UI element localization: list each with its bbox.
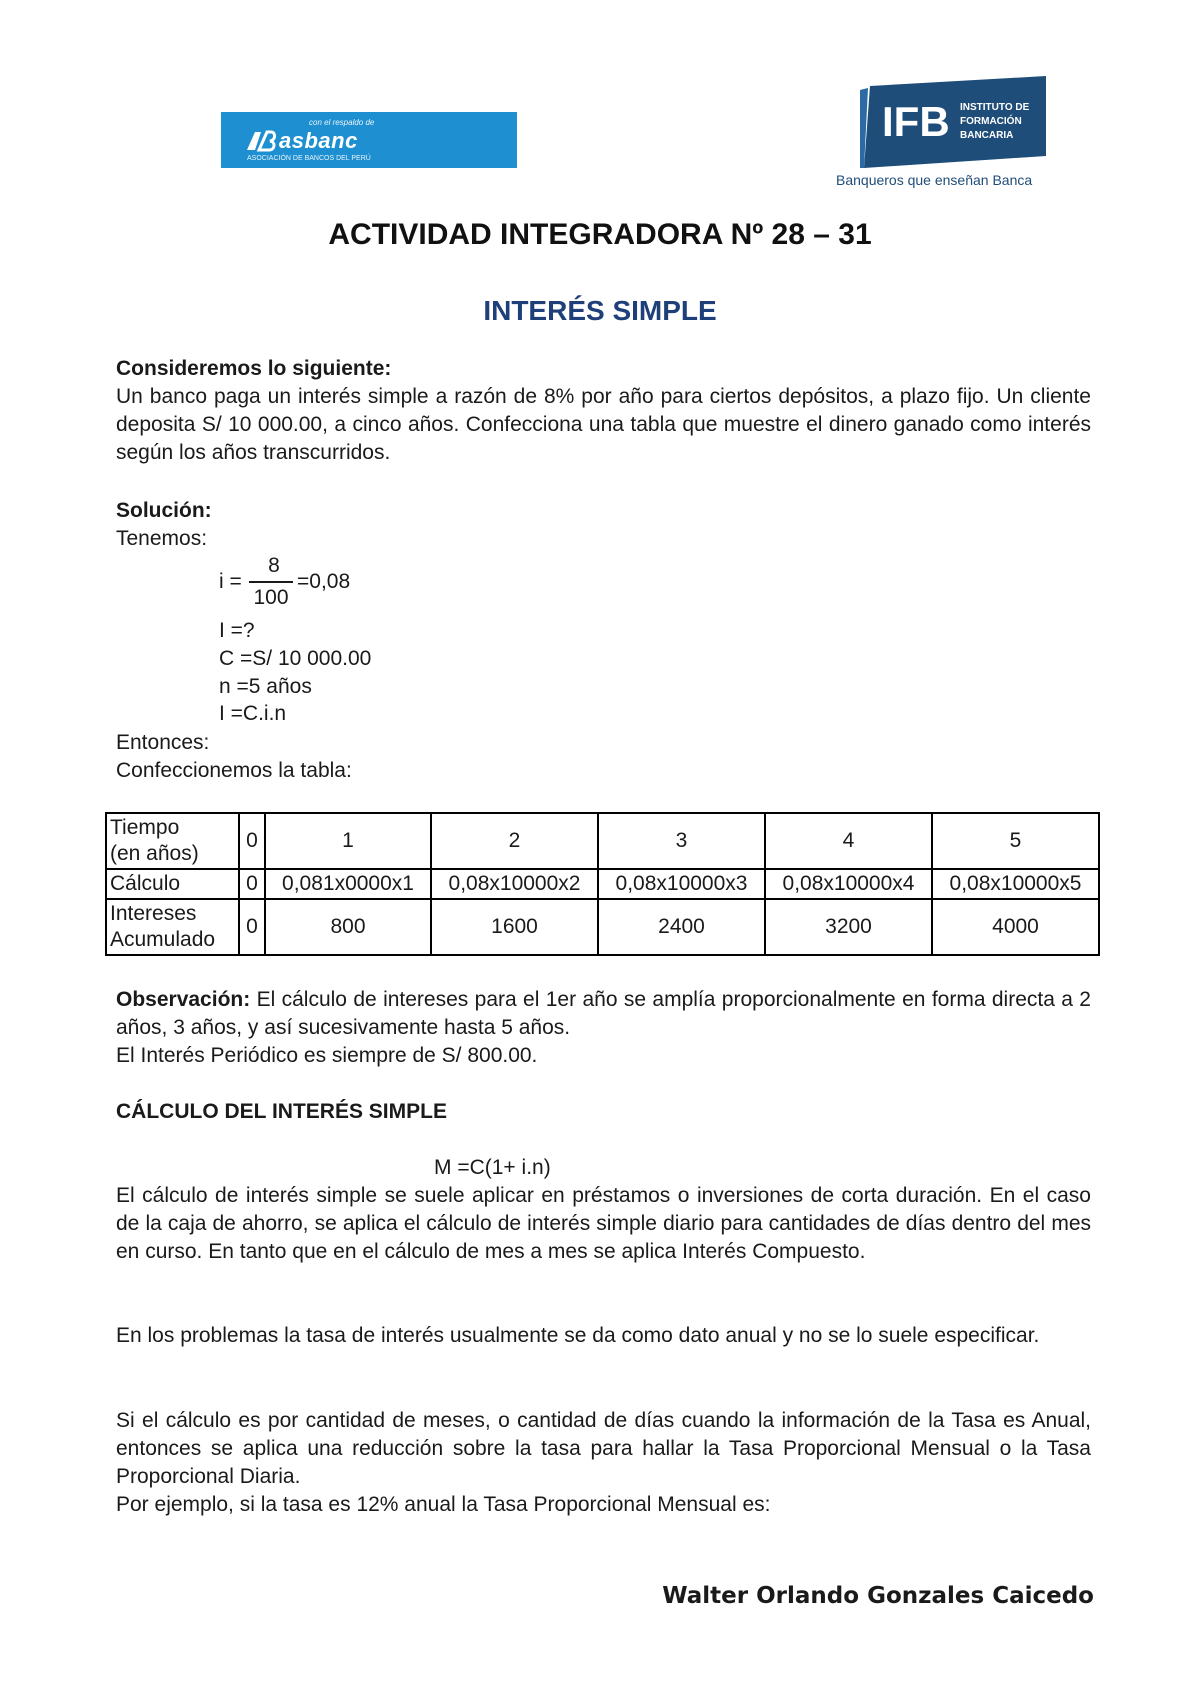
ifb-logo [860, 76, 1046, 168]
interest-line: I =? [219, 619, 255, 642]
interest-table [105, 812, 1100, 956]
capital-line: C =S/ 10 000.00 [219, 647, 372, 670]
table-cell: 0,08x10000x5 [932, 869, 1099, 899]
amount-formula: M =C(1+ i.n) [434, 1156, 551, 1179]
periods-line: n =5 años [219, 675, 312, 698]
asbanc-mark-icon [245, 128, 277, 154]
ifb-line-1: INSTITUTO DE [960, 102, 1030, 113]
calc-section-heading: CÁLCULO DEL INTERÉS SIMPLE [116, 1100, 447, 1123]
confeccionemos-label: Confeccionemos la tabla: [116, 759, 352, 782]
row-label [106, 813, 239, 869]
table-cell: 4000 [932, 899, 1099, 955]
table-cell: 0,08x10000x3 [598, 869, 765, 899]
entonces-label: Entonces: [116, 731, 210, 754]
page-subtitle: INTERÉS SIMPLE [483, 295, 717, 326]
table-cell: 0 [239, 899, 265, 955]
asbanc-subtitle: ASOCIACIÓN DE BANCOS DEL PERÚ [247, 155, 371, 162]
row-label-line: Cálculo [110, 872, 181, 895]
row-label-line: (en años) [110, 842, 199, 865]
table-cell: 0,081x0000x1 [265, 869, 431, 899]
table-cell: 2 [431, 813, 598, 869]
observation-label: Observación: [116, 988, 251, 1011]
table-row [106, 813, 1099, 869]
tenemos-label: Tenemos: [116, 527, 208, 550]
table-cell: 1 [265, 813, 431, 869]
observation-text: El cálculo de intereses para el 1er año se amplía proporcionalmente en forma directa a 2 años, 3 años, y así sucesivamente hasta 5 años. [116, 988, 1091, 1039]
row-label-line: Tiempo [110, 816, 180, 839]
table-cell: 3 [598, 813, 765, 869]
table-cell: 5 [932, 813, 1099, 869]
table-cell: 0,08x10000x2 [431, 869, 598, 899]
page-title: ACTIVIDAD INTEGRADORA Nº 28 – 31 [328, 218, 872, 251]
i-rhs: =0,08 [297, 570, 351, 593]
intro-text: Un banco paga un interés simple a razón de 8% por año para ciertos depósitos, a plazo fijo. Un cliente deposita S/ 10 000.00, a cinco años. Confecciona una tabla que muestre el dinero ganado como interés según los años transcurridos. [116, 385, 1091, 464]
ifb-line-3: BANCARIA [960, 130, 1014, 141]
calc-paragraph-2: En los problemas la tasa de interés usualmente se da como dato anual y no se lo suele especificar. [116, 1324, 1040, 1347]
row-label-line: Intereses [110, 902, 197, 925]
table-cell: 800 [265, 899, 431, 955]
intro-heading: Consideremos lo siguiente: [116, 357, 392, 380]
table-cell: 3200 [765, 899, 932, 955]
fraction-bar [249, 581, 293, 583]
solution-heading: Solución: [116, 499, 212, 522]
row-label [106, 869, 239, 899]
calc-paragraph-1: El cálculo de interés simple se suele aplicar en préstamos o inversiones de corta duración. En el caso de la caja de ahorro, se aplica el cálculo de interés simple diario para cantidades de días dentro del mes en curso. En tanto que en el cálculo de mes a mes se aplica Interés Compuesto. [116, 1184, 1091, 1263]
table-cell: 4 [765, 813, 932, 869]
ifb-line-2: FORMACIÓN [960, 116, 1022, 127]
table-cell: 0 [239, 869, 265, 899]
row-label-line: Acumulado [110, 928, 216, 951]
calc-paragraph-4: Por ejemplo, si la tasa es 12% anual la Tasa Proporcional Mensual es: [116, 1493, 771, 1516]
ifb-slogan: Banqueros que enseñan Banca [836, 172, 1033, 188]
asbanc-wordmark: asbanc [279, 128, 358, 153]
i-lhs: i = [219, 570, 242, 593]
row-label [106, 899, 239, 955]
table-row [106, 869, 1099, 899]
asbanc-tagline: con el respaldo de [309, 118, 375, 127]
observation-paragraph [116, 986, 1091, 1042]
author-name: Walter Orlando Gonzales Caicedo [662, 1583, 1094, 1609]
table-row [106, 899, 1099, 955]
i-denominator: 100 [253, 586, 289, 609]
ifb-letters: IFB [882, 98, 950, 145]
table-cell: 2400 [598, 899, 765, 955]
table-cell: 0 [239, 813, 265, 869]
interest-formula-line: I =C.i.n [219, 702, 287, 725]
asbanc-logo [221, 112, 517, 168]
table-cell: 1600 [431, 899, 598, 955]
calc-paragraph-3: Si el cálculo es por cantidad de meses, o cantidad de días cuando la información de la Tasa es Anual, entonces se aplica una reducción sobre la tasa para hallar la Tasa Proporcional Mensual o la Tasa Proporcional Diaria. [116, 1409, 1091, 1488]
i-numerator: 8 [268, 554, 280, 577]
table-cell: 0,08x10000x4 [765, 869, 932, 899]
observation-line-2: El Interés Periódico es siempre de S/ 800.00. [116, 1044, 538, 1067]
